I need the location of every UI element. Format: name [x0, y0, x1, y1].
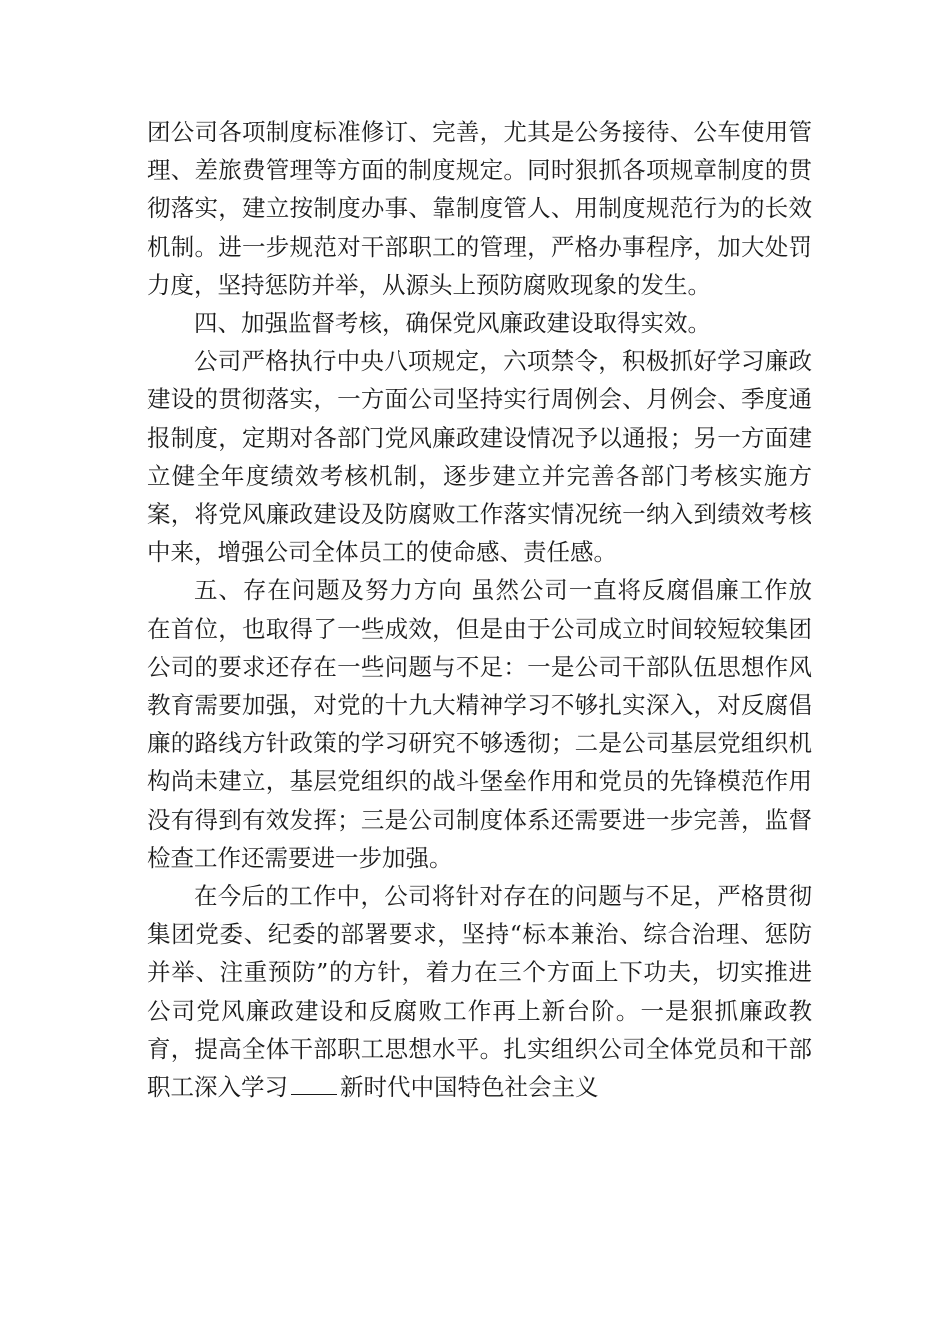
- future-work-text: 在今后的工作中，公司将针对存在的问题与不足，严格贯彻集团党委、纪委的部署要求，坚持“标本兼治、综合治理、惩防并举、注重预防”的方针，着力在三个方面上下功夫，切实推进公司党风廉政建设和反腐败工作再上新台阶。一是狠抓廉政教育，提高全体干部职工思想水平。扎实组织公司全体党员和干部职工深入学习: [147, 882, 812, 1102]
- blank-underline: [291, 1073, 337, 1095]
- section-heading-supervision: 四、加强监督考核，确保党风廉政建设取得实效。: [194, 309, 711, 338]
- document-body: [147, 113, 812, 1106]
- paragraph-problems: 五、存在问题及努力方向 虽然公司一直将反腐倡廉工作放在首位，也取得了一些成效，但是由于公司成立时间较短较集团公司的要求还存在一些问题与不足：一是公司干部队伍思想作风教育需要加强，对党的十九大精神学习不够扎实深入，对反腐倡廉的路线方针政策的学习研究不够透彻；二是公司基层党组织机构尚未建立，基层党组织的战斗堡垒作用和党员的先锋模范作用没有得到有效发挥；三是公司制度体系还需要进一步完善，监督检查工作还需要进一步加强。: [147, 576, 812, 872]
- paragraph-future-work: [147, 877, 812, 1106]
- future-work-text-end: 新时代中国特色社会主义: [340, 1073, 599, 1102]
- paragraph-supervision: 公司严格执行中央八项规定，六项禁令，积极抓好学习廉政建设的贯彻落实，一方面公司坚持实行周例会、月例会、季度通报制度，定期对各部门党风廉政建设情况予以通报；另一方面建立健全年度绩效考核机制，逐步建立并完善各部门考核实施方案，将党风廉政建设及防腐败工作落实情况统一纳入到绩效考核中来，增强公司全体员工的使命感、责任感。: [147, 347, 812, 567]
- paragraph-rules-continuation: 团公司各项制度标准修订、完善，尤其是公务接待、公车使用管理、差旅费管理等方面的制度规定。同时狠抓各项规章制度的贯彻落实，建立按制度办事、靠制度管人、用制度规范行为的长效机制。进一步规范对干部职工的管理，严格办事程序，加大处罚力度，坚持惩防并举，从源头上预防腐败现象的发生。: [147, 118, 812, 299]
